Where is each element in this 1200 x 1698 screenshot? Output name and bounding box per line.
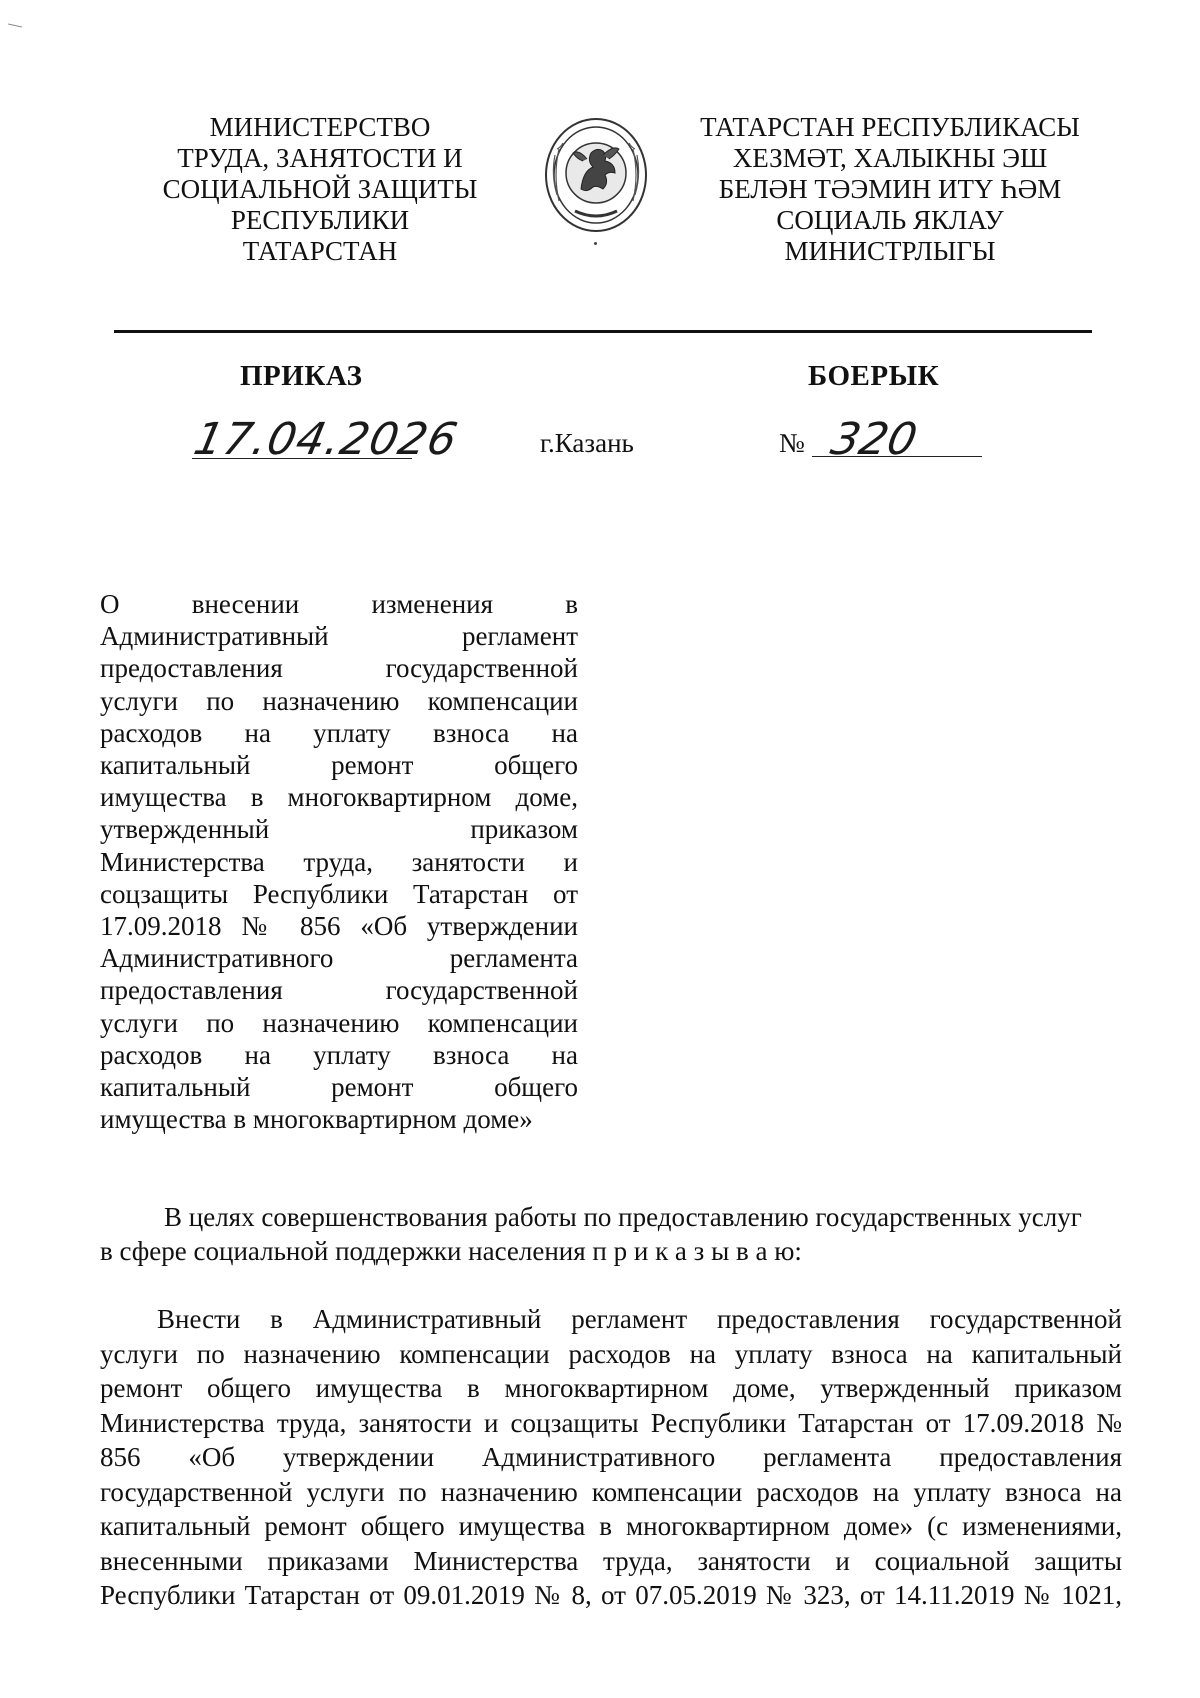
order-city: г.Казань: [540, 428, 634, 458]
order-preamble: [100, 1200, 1122, 1268]
ministry-name-tt-line: БЕЛӘН ТӘЭМИН ИТҮ ҺӘМ: [718, 174, 1062, 204]
subject-line: Министерства труда, занятости и: [100, 846, 578, 877]
preamble-line: В целях совершенствования работы по предоставлению государственных услуг: [164, 1202, 1082, 1232]
subject-line: Административный регламент: [100, 621, 578, 652]
subject-line: предоставления государственной: [100, 653, 578, 684]
order-subject: [100, 588, 578, 1135]
body-line: Министерства труда, занятости и соцзащиты Республики Татарстан от 17.09.2018 №: [100, 1407, 1122, 1438]
body-line: услуги по назначению компенсации расходов на уплату взноса на капитальный: [100, 1338, 1122, 1369]
ministry-name-tt-line: ХЕЗМӘТ, ХАЛЫКНЫ ЭШ: [732, 143, 1048, 173]
subject-line: Административного регламента: [100, 943, 578, 974]
ministry-name-tt-line: СОЦИАЛЬ ЯКЛАУ: [776, 205, 1004, 235]
date-underline: [192, 458, 412, 459]
preamble-line: в сфере социальной поддержки населения п р и к а з ы в а ю:: [100, 1236, 802, 1266]
body-line: Республики Татарстан от 09.01.2019 № 8, от 07.05.2019 № 323, от 14.11.2019 № 1021,: [100, 1580, 1122, 1610]
order-title-ru: ПРИКАЗ: [240, 360, 363, 392]
subject-line: капитальный ремонт общего: [100, 750, 578, 781]
ministry-name-ru-line: СОЦИАЛЬНОЙ ЗАЩИТЫ: [162, 174, 478, 204]
ministry-name-tt-line: МИНИСТРЛЫГЫ: [784, 236, 996, 266]
subject-line: имущества в многоквартирном доме,: [100, 782, 578, 813]
subject-line: 17.09.2018 № 856 «Об утверждении: [100, 911, 578, 942]
subject-line: О внесении изменения в: [100, 589, 578, 619]
body-line: Внести в Административный регламент предоставления государственной: [157, 1304, 1122, 1334]
body-line: ремонт общего имущества в многоквартирном доме, утвержденный приказом: [100, 1373, 1122, 1403]
order-title-tt: БОЕРЫК: [808, 360, 940, 392]
emblem-dot: [594, 242, 597, 245]
subject-line: имущества в многоквартирном доме»: [100, 1104, 533, 1135]
ministry-name-tt-line: ТАТАРСТАН РЕСПУБЛИКАСЫ: [700, 112, 1080, 142]
number-sign: №: [779, 428, 805, 458]
order-date: 17.04.2026: [189, 414, 463, 465]
subject-line: предоставления государственной: [100, 975, 578, 1006]
subject-line: капитальный ремонт общего: [100, 1072, 578, 1103]
subject-line: расходов на уплату взноса на: [100, 1039, 578, 1070]
subject-line: услуги по назначению компенсации: [100, 685, 578, 716]
tatarstan-coat-of-arms-icon: [543, 115, 649, 235]
order-number: 320: [826, 414, 922, 465]
body-line: внесенными приказами Министерства труда, занятости и социальной защиты: [100, 1545, 1122, 1576]
subject-line: утвержденный приказом: [100, 814, 578, 845]
body-line: 856 «Об утверждении Административного регламента предоставления: [100, 1442, 1122, 1472]
number-underline: [812, 456, 982, 457]
scan-mark: [8, 24, 22, 28]
ministry-name-ru: [130, 112, 510, 267]
ministry-name-ru-line: РЕСПУБЛИКИ: [230, 205, 410, 235]
body-line: государственной услуги по назначению компенсации расходов на уплату взноса на: [100, 1476, 1122, 1507]
ministry-name-ru-line: ТРУДА, ЗАНЯТОСТИ И: [177, 143, 463, 173]
ministry-name-ru-line: ТАТАРСТАН: [242, 236, 398, 266]
subject-line: соцзащиты Республики Татарстан от: [100, 878, 578, 909]
body-line: капитальный ремонт общего имущества в многоквартирном доме» (с изменениями,: [100, 1511, 1122, 1541]
header-divider: [114, 330, 1092, 333]
ministry-name-tt: [660, 112, 1120, 267]
order-body: [100, 1302, 1122, 1613]
subject-line: расходов на уплату взноса на: [100, 717, 578, 748]
subject-line: услуги по назначению компенсации: [100, 1007, 578, 1038]
ministry-name-ru-line: МИНИСТЕРСТВО: [209, 112, 431, 142]
